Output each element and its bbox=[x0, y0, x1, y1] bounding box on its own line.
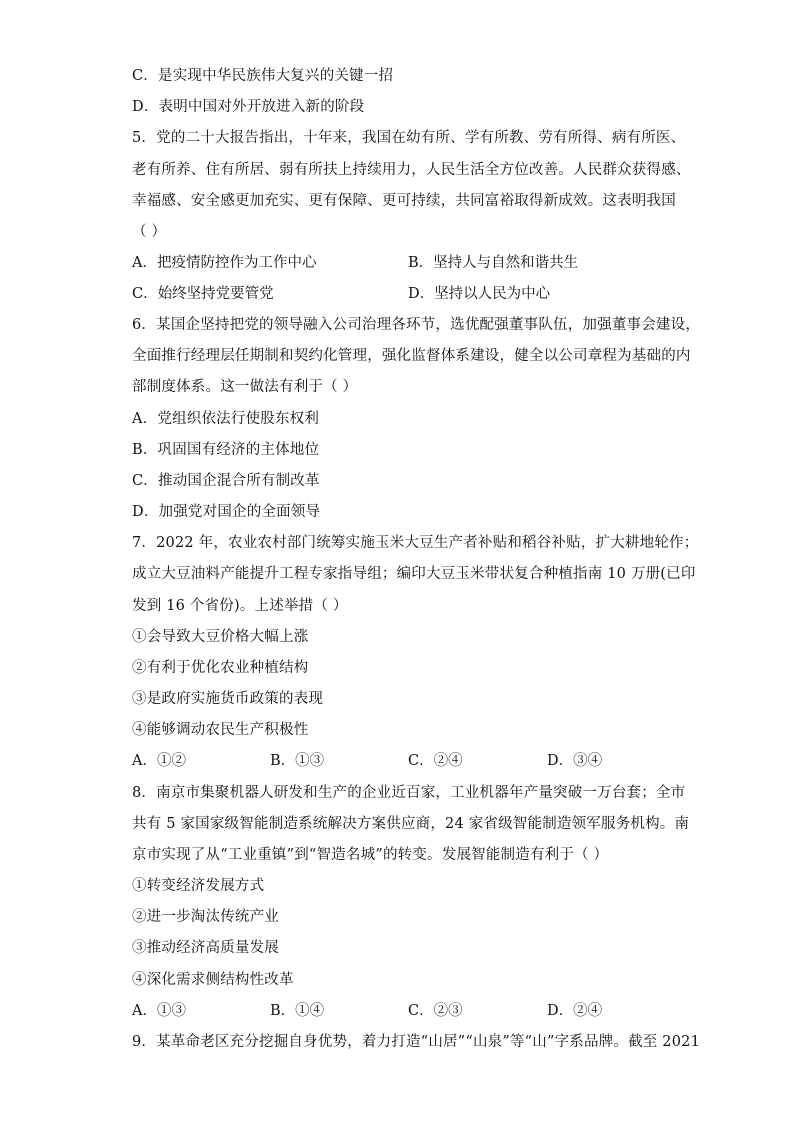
q8-option-b: B．①④ bbox=[270, 1003, 325, 1019]
q8-item-4: ④深化需求侧结构性改革 bbox=[132, 972, 294, 988]
q8-option-c: C．②③ bbox=[408, 1003, 463, 1019]
q7-item-2: ②有利于优化农业种植结构 bbox=[132, 660, 309, 676]
q8-stem-line: 京市实现了从“工业重镇”到“智造名城”的转变。发展智能制造有利于（ ） bbox=[132, 847, 609, 863]
q4-option-c: C．是实现中华民族伟大复兴的关键一招 bbox=[132, 68, 394, 84]
q6-option-c: C．推动国企混合所有制改革 bbox=[132, 473, 320, 489]
q7-option-a: A．①② bbox=[132, 753, 186, 769]
q6-option-a: A．党组织依法行使股东权利 bbox=[132, 411, 320, 427]
q6-stem-line: 部制度体系。这一做法有利于（ ） bbox=[132, 379, 358, 395]
q7-item-1: ①会导致大豆价格大幅上涨 bbox=[132, 629, 309, 645]
q6-option-d: D．加强党对国企的全面领导 bbox=[132, 504, 321, 520]
q8-item-3: ③推动经济高质量发展 bbox=[132, 940, 279, 956]
q7-stem-line: 7．2022 年，农业农村部门统筹实施玉米大豆生产者补贴和稻谷补贴，扩大耕地轮作； bbox=[132, 535, 699, 551]
q8-item-2: ②进一步淘汰传统产业 bbox=[132, 909, 279, 925]
q8-item-1: ①转变经济发展方式 bbox=[132, 878, 265, 894]
q8-stem-line: 8．南京市集聚机器人研发和生产的企业近百家，工业机器年产量突破一万台套；全市 bbox=[132, 785, 686, 801]
q7-option-c: C．②④ bbox=[408, 753, 463, 769]
q7-option-d: D．③④ bbox=[547, 753, 603, 769]
q7-stem-line: 成立大豆油料产能提升工程专家指导组；编印大豆玉米带状复合种植指南 10 万册(已印 bbox=[132, 566, 696, 582]
q7-item-4: ④能够调动农民生产积极性 bbox=[132, 722, 309, 738]
q6-stem-line: 6．某国企坚持把党的领导融入公司治理各环节，选优配强董事队伍，加强董事会建设， bbox=[132, 317, 701, 333]
q5-option-a: A．把疫情防控作为工作中心 bbox=[132, 255, 317, 271]
q7-stem-line: 发到 16 个省份)。上述举措（ ） bbox=[132, 598, 348, 614]
q5-option-d: D．坚持以人民为中心 bbox=[408, 286, 551, 302]
q5-stem-line: 老有所养、住有所居、弱有所扶上持续用力，人民生活全方位改善。人民群众获得感、 bbox=[132, 162, 691, 178]
q8-stem-line: 共有 5 家国家级智能制造系统解决方案供应商，24 家省级智能制造领军服务机构。南 bbox=[132, 816, 690, 832]
q5-option-b: B．坚持人与自然和谐共生 bbox=[408, 255, 579, 271]
q5-stem-line: （ ） bbox=[132, 224, 167, 240]
q4-option-d: D．表明中国对外开放进入新的阶段 bbox=[132, 99, 365, 115]
q5-stem-line: 幸福感、安全感更加充实、更有保障、更可持续，共同富裕取得新成效。这表明我国 bbox=[132, 193, 676, 209]
q7-item-3: ③是政府实施货币政策的表现 bbox=[132, 691, 324, 707]
q8-option-d: D．②④ bbox=[547, 1003, 603, 1019]
q9-stem-line: 9．某革命老区充分挖掘自身优势，着力打造“山居”“山泉”等“山”字系品牌。截至 2021 bbox=[132, 1034, 701, 1050]
q5-stem-line: 5．党的二十大报告指出，十年来，我国在幼有所、学有所教、劳有所得、病有所医、 bbox=[132, 130, 686, 146]
q8-option-a: A．①③ bbox=[132, 1003, 186, 1019]
q6-stem-line: 全面推行经理层任期制和契约化管理，强化监督体系建设，健全以公司章程为基础的内 bbox=[132, 348, 691, 364]
q7-option-b: B．①③ bbox=[270, 753, 325, 769]
q6-option-b: B．巩固国有经济的主体地位 bbox=[132, 442, 320, 458]
q5-option-c: C．始终坚持党要管党 bbox=[132, 286, 274, 302]
